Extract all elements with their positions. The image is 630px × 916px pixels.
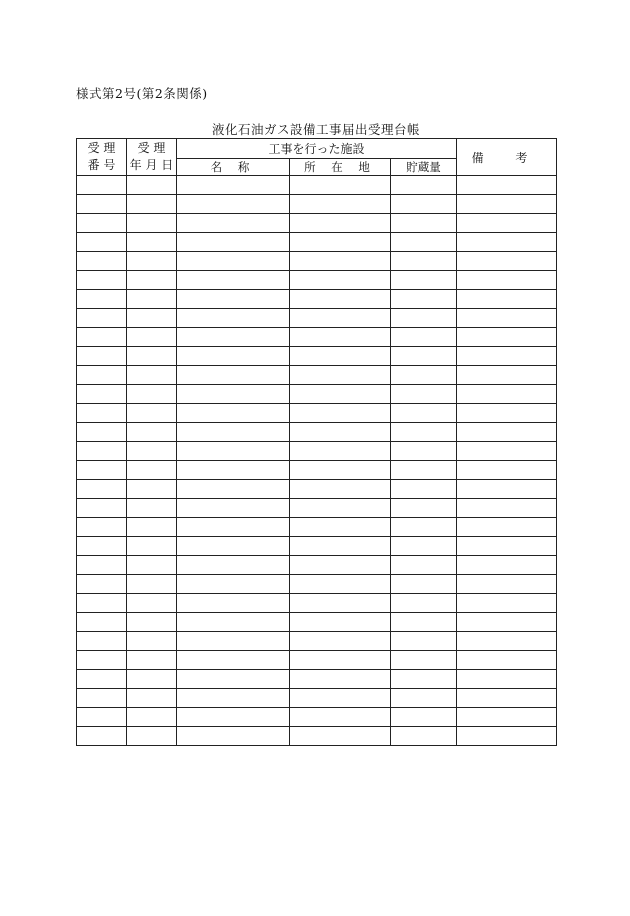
- table-row: [77, 290, 557, 309]
- cell-location: [290, 252, 391, 271]
- cell-location: [290, 518, 391, 537]
- cell-name: [177, 309, 290, 328]
- cell-receipt-number: [77, 195, 127, 214]
- cell-storage-amount: [391, 499, 457, 518]
- cell-remarks: [457, 347, 557, 366]
- cell-name: [177, 290, 290, 309]
- cell-receipt-number: [77, 727, 127, 746]
- cell-receipt-date: [127, 385, 177, 404]
- header-receipt-date-line1: 受 理: [137, 141, 166, 155]
- cell-storage-amount: [391, 594, 457, 613]
- cell-receipt-number: [77, 651, 127, 670]
- cell-receipt-date: [127, 214, 177, 233]
- cell-location: [290, 594, 391, 613]
- cell-receipt-date: [127, 651, 177, 670]
- table-row: [77, 366, 557, 385]
- cell-location: [290, 480, 391, 499]
- header-location: 所 在 地: [290, 159, 391, 176]
- cell-remarks: [457, 651, 557, 670]
- document-title: 液化石油ガス設備工事届出受理台帳: [211, 122, 420, 137]
- cell-remarks: [457, 404, 557, 423]
- table-row: [77, 727, 557, 746]
- cell-name: [177, 233, 290, 252]
- cell-name: [177, 651, 290, 670]
- cell-receipt-number: [77, 594, 127, 613]
- cell-receipt-date: [127, 404, 177, 423]
- cell-receipt-number: [77, 442, 127, 461]
- ledger-body: [77, 176, 557, 746]
- cell-name: [177, 632, 290, 651]
- cell-remarks: [457, 575, 557, 594]
- cell-location: [290, 271, 391, 290]
- cell-remarks: [457, 309, 557, 328]
- cell-receipt-date: [127, 290, 177, 309]
- table-row: [77, 537, 557, 556]
- cell-location: [290, 366, 391, 385]
- cell-remarks: [457, 252, 557, 271]
- cell-storage-amount: [391, 271, 457, 290]
- cell-storage-amount: [391, 575, 457, 594]
- cell-storage-amount: [391, 670, 457, 689]
- table-row: [77, 442, 557, 461]
- cell-remarks: [457, 518, 557, 537]
- cell-remarks: [457, 499, 557, 518]
- cell-storage-amount: [391, 404, 457, 423]
- table-row: [77, 385, 557, 404]
- table-row: [77, 461, 557, 480]
- cell-receipt-number: [77, 537, 127, 556]
- cell-storage-amount: [391, 309, 457, 328]
- header-storage-amount: 貯蔵量: [391, 159, 457, 176]
- cell-storage-amount: [391, 613, 457, 632]
- cell-receipt-number: [77, 499, 127, 518]
- cell-storage-amount: [391, 214, 457, 233]
- cell-location: [290, 727, 391, 746]
- cell-receipt-date: [127, 442, 177, 461]
- cell-location: [290, 708, 391, 727]
- cell-name: [177, 499, 290, 518]
- cell-storage-amount: [391, 385, 457, 404]
- cell-receipt-date: [127, 366, 177, 385]
- cell-receipt-date: [127, 347, 177, 366]
- cell-name: [177, 442, 290, 461]
- cell-name: [177, 727, 290, 746]
- cell-receipt-date: [127, 309, 177, 328]
- cell-remarks: [457, 214, 557, 233]
- cell-name: [177, 594, 290, 613]
- cell-receipt-date: [127, 537, 177, 556]
- cell-receipt-number: [77, 214, 127, 233]
- cell-name: [177, 708, 290, 727]
- cell-receipt-date: [127, 328, 177, 347]
- cell-receipt-date: [127, 632, 177, 651]
- cell-receipt-date: [127, 575, 177, 594]
- table-row: [77, 480, 557, 499]
- cell-location: [290, 233, 391, 252]
- table-row: [77, 689, 557, 708]
- cell-location: [290, 670, 391, 689]
- table-row: [77, 670, 557, 689]
- header-receipt-number-line1: 受 理: [87, 141, 116, 155]
- cell-storage-amount: [391, 442, 457, 461]
- cell-name: [177, 613, 290, 632]
- cell-storage-amount: [391, 689, 457, 708]
- cell-name: [177, 518, 290, 537]
- cell-storage-amount: [391, 480, 457, 499]
- cell-storage-amount: [391, 518, 457, 537]
- cell-location: [290, 176, 391, 195]
- cell-receipt-number: [77, 480, 127, 499]
- header-receipt-date: [127, 139, 177, 176]
- cell-location: [290, 499, 391, 518]
- table-row: [77, 233, 557, 252]
- cell-location: [290, 575, 391, 594]
- cell-location: [290, 613, 391, 632]
- cell-receipt-number: [77, 613, 127, 632]
- cell-name: [177, 328, 290, 347]
- header-receipt-number: [77, 139, 127, 176]
- cell-name: [177, 670, 290, 689]
- cell-remarks: [457, 290, 557, 309]
- table-row: [77, 423, 557, 442]
- cell-remarks: [457, 385, 557, 404]
- cell-name: [177, 176, 290, 195]
- cell-receipt-date: [127, 271, 177, 290]
- cell-receipt-number: [77, 670, 127, 689]
- cell-location: [290, 689, 391, 708]
- cell-receipt-date: [127, 499, 177, 518]
- cell-remarks: [457, 537, 557, 556]
- header-remarks: 備 考: [457, 139, 557, 176]
- cell-location: [290, 290, 391, 309]
- table-row: [77, 499, 557, 518]
- header-receipt-date-line2: 年 月 日: [129, 158, 174, 172]
- cell-location: [290, 461, 391, 480]
- table-row: [77, 271, 557, 290]
- cell-location: [290, 214, 391, 233]
- cell-name: [177, 366, 290, 385]
- cell-remarks: [457, 366, 557, 385]
- cell-storage-amount: [391, 423, 457, 442]
- table-row: [77, 252, 557, 271]
- header-name: 名 称: [177, 159, 290, 176]
- table-row: [77, 176, 557, 195]
- cell-receipt-date: [127, 556, 177, 575]
- cell-storage-amount: [391, 632, 457, 651]
- cell-receipt-number: [77, 518, 127, 537]
- cell-remarks: [457, 480, 557, 499]
- table-row: [77, 594, 557, 613]
- cell-receipt-number: [77, 347, 127, 366]
- form-number-label: 様式第2号(第2条関係): [76, 86, 208, 101]
- cell-name: [177, 347, 290, 366]
- cell-storage-amount: [391, 290, 457, 309]
- cell-receipt-date: [127, 727, 177, 746]
- cell-receipt-number: [77, 176, 127, 195]
- table-row: [77, 708, 557, 727]
- cell-receipt-date: [127, 233, 177, 252]
- cell-receipt-number: [77, 290, 127, 309]
- cell-remarks: [457, 423, 557, 442]
- cell-receipt-date: [127, 518, 177, 537]
- cell-receipt-number: [77, 366, 127, 385]
- table-row: [77, 309, 557, 328]
- cell-receipt-number: [77, 309, 127, 328]
- cell-receipt-number: [77, 461, 127, 480]
- cell-receipt-date: [127, 195, 177, 214]
- cell-remarks: [457, 613, 557, 632]
- cell-remarks: [457, 594, 557, 613]
- table-row: [77, 632, 557, 651]
- cell-remarks: [457, 442, 557, 461]
- cell-remarks: [457, 328, 557, 347]
- cell-receipt-date: [127, 708, 177, 727]
- cell-receipt-date: [127, 480, 177, 499]
- cell-receipt-number: [77, 556, 127, 575]
- cell-remarks: [457, 727, 557, 746]
- cell-location: [290, 651, 391, 670]
- cell-location: [290, 423, 391, 442]
- cell-location: [290, 404, 391, 423]
- cell-receipt-number: [77, 328, 127, 347]
- table-row: [77, 328, 557, 347]
- table-row: [77, 518, 557, 537]
- cell-remarks: [457, 632, 557, 651]
- cell-location: [290, 442, 391, 461]
- cell-storage-amount: [391, 195, 457, 214]
- table-row: [77, 556, 557, 575]
- cell-receipt-date: [127, 689, 177, 708]
- table-row: [77, 347, 557, 366]
- cell-receipt-number: [77, 385, 127, 404]
- cell-location: [290, 556, 391, 575]
- cell-name: [177, 537, 290, 556]
- cell-storage-amount: [391, 233, 457, 252]
- cell-location: [290, 537, 391, 556]
- cell-remarks: [457, 271, 557, 290]
- cell-remarks: [457, 708, 557, 727]
- cell-receipt-date: [127, 594, 177, 613]
- cell-location: [290, 347, 391, 366]
- cell-receipt-date: [127, 670, 177, 689]
- table-row: [77, 195, 557, 214]
- cell-receipt-number: [77, 708, 127, 727]
- table-row: [77, 404, 557, 423]
- cell-name: [177, 271, 290, 290]
- cell-name: [177, 214, 290, 233]
- cell-receipt-number: [77, 271, 127, 290]
- cell-storage-amount: [391, 537, 457, 556]
- cell-storage-amount: [391, 556, 457, 575]
- cell-receipt-number: [77, 233, 127, 252]
- cell-name: [177, 461, 290, 480]
- table-row: [77, 613, 557, 632]
- header-facility-group: 工事を行った施設: [177, 139, 457, 159]
- ledger-table: [76, 138, 557, 746]
- table-row: [77, 214, 557, 233]
- cell-name: [177, 575, 290, 594]
- cell-name: [177, 385, 290, 404]
- cell-receipt-date: [127, 423, 177, 442]
- cell-receipt-number: [77, 252, 127, 271]
- cell-remarks: [457, 233, 557, 252]
- cell-receipt-number: [77, 575, 127, 594]
- cell-location: [290, 632, 391, 651]
- cell-receipt-date: [127, 176, 177, 195]
- cell-name: [177, 480, 290, 499]
- cell-receipt-date: [127, 613, 177, 632]
- cell-remarks: [457, 556, 557, 575]
- cell-storage-amount: [391, 347, 457, 366]
- cell-receipt-date: [127, 252, 177, 271]
- cell-receipt-number: [77, 632, 127, 651]
- cell-name: [177, 195, 290, 214]
- cell-receipt-number: [77, 689, 127, 708]
- cell-storage-amount: [391, 176, 457, 195]
- cell-storage-amount: [391, 727, 457, 746]
- cell-storage-amount: [391, 651, 457, 670]
- cell-storage-amount: [391, 461, 457, 480]
- cell-name: [177, 556, 290, 575]
- cell-remarks: [457, 176, 557, 195]
- cell-location: [290, 328, 391, 347]
- cell-name: [177, 252, 290, 271]
- cell-receipt-date: [127, 461, 177, 480]
- cell-storage-amount: [391, 708, 457, 727]
- cell-location: [290, 385, 391, 404]
- cell-storage-amount: [391, 366, 457, 385]
- cell-name: [177, 689, 290, 708]
- cell-remarks: [457, 670, 557, 689]
- cell-remarks: [457, 461, 557, 480]
- table-row: [77, 575, 557, 594]
- table-row: [77, 651, 557, 670]
- cell-storage-amount: [391, 328, 457, 347]
- cell-location: [290, 309, 391, 328]
- cell-name: [177, 423, 290, 442]
- cell-receipt-number: [77, 404, 127, 423]
- cell-receipt-number: [77, 423, 127, 442]
- cell-storage-amount: [391, 252, 457, 271]
- cell-name: [177, 404, 290, 423]
- cell-remarks: [457, 689, 557, 708]
- cell-location: [290, 195, 391, 214]
- header-receipt-number-line2: 番 号: [87, 158, 116, 172]
- cell-remarks: [457, 195, 557, 214]
